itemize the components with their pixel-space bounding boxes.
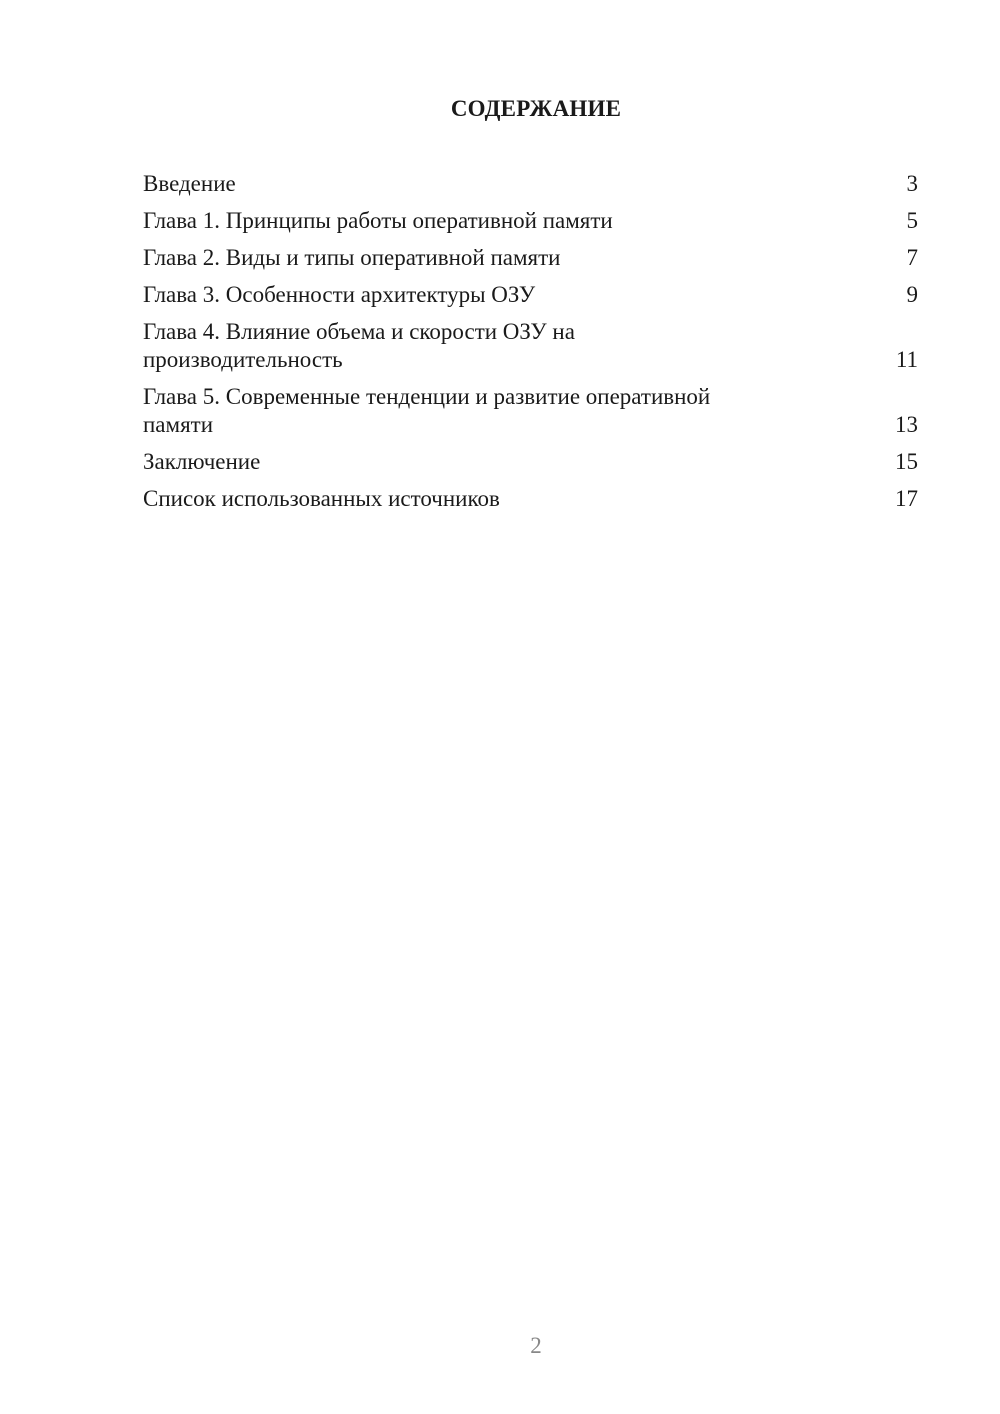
- page-number: 2: [530, 1333, 542, 1358]
- toc-entry: [143, 383, 918, 439]
- toc-entry-page: 13: [895, 412, 918, 437]
- toc-entry-title: Глава 1. Принципы работы оперативной памяти: [143, 208, 613, 233]
- table-of-contents: [143, 170, 918, 522]
- toc-entry-page: 11: [895, 347, 918, 372]
- toc-entry-title: Список использованных источников: [143, 486, 500, 511]
- toc-entry-page: 15: [895, 449, 918, 474]
- toc-entry-page: 17: [895, 486, 918, 511]
- toc-entry-title: Глава 5. Современные тенденции и развитие оперативной памяти: [143, 384, 711, 437]
- toc-entry: [143, 207, 918, 235]
- toc-entry: [143, 485, 918, 513]
- toc-entry: [143, 281, 918, 309]
- toc-entry: [143, 318, 918, 374]
- toc-entry-page: 9: [906, 282, 918, 307]
- toc-entry: [143, 244, 918, 272]
- toc-entry-page: 5: [906, 208, 918, 233]
- toc-entry-title: Заключение: [143, 449, 261, 474]
- toc-entry: [143, 448, 918, 476]
- toc-entry-page: 3: [906, 171, 918, 196]
- toc-entry-page: 7: [906, 245, 918, 270]
- page-title: СОДЕРЖАНИЕ: [450, 96, 622, 121]
- toc-entry-title: Введение: [143, 171, 236, 196]
- toc-entry-title: Глава 4. Влияние объема и скорости ОЗУ на производительность: [143, 319, 575, 372]
- toc-entry: [143, 170, 918, 198]
- toc-entry-title: Глава 2. Виды и типы оперативной памяти: [143, 245, 561, 270]
- toc-entry-title: Глава 3. Особенности архитектуры ОЗУ: [143, 282, 536, 307]
